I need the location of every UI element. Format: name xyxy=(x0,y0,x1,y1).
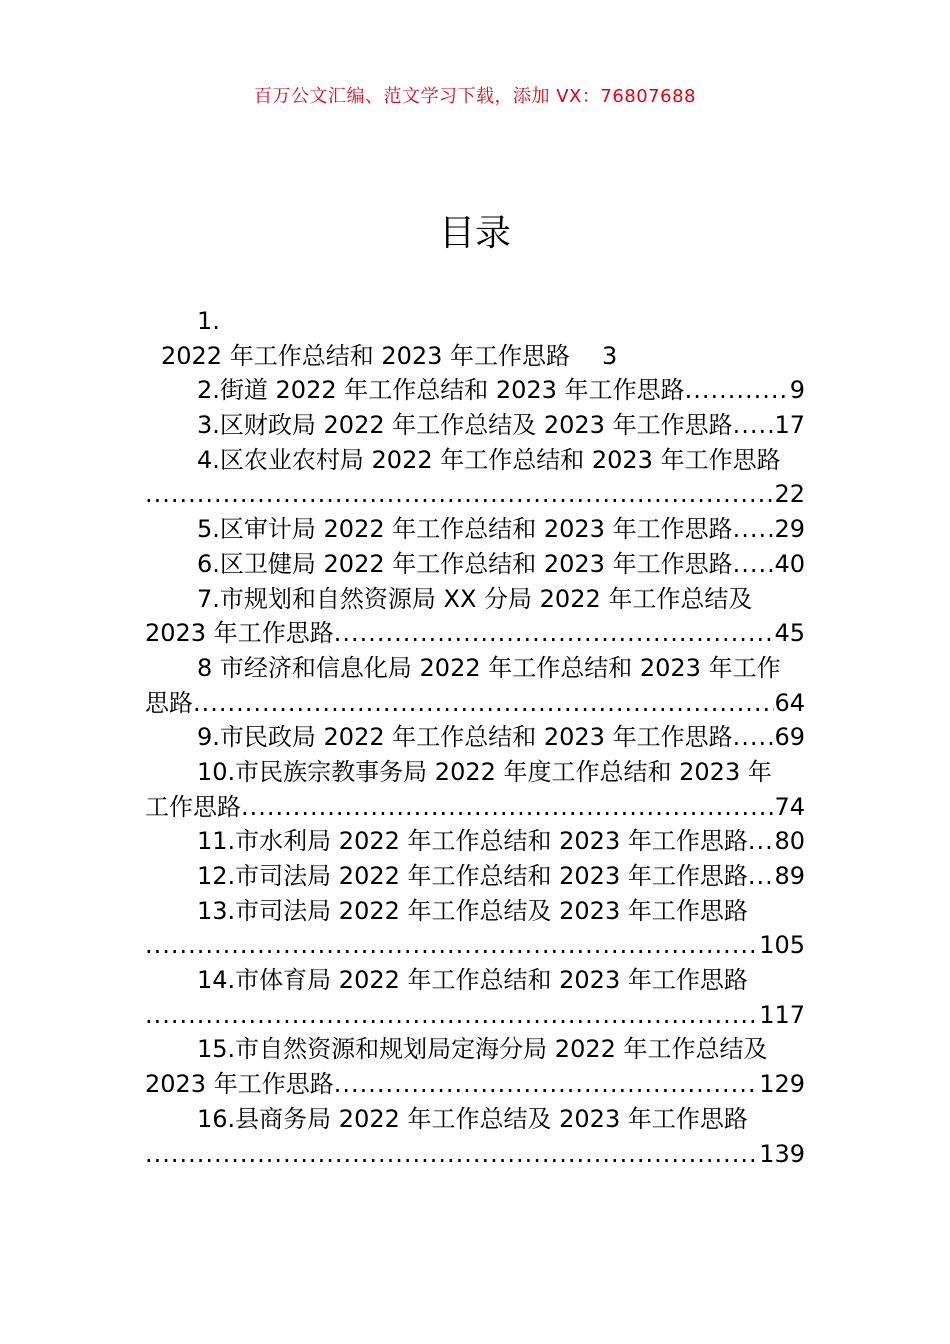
toc-entry-page: 9 xyxy=(789,376,805,405)
toc-entry-text-cont: 2023 年工作思路 xyxy=(145,619,334,648)
toc-entry-page: 89 xyxy=(774,862,805,890)
toc-entry-14-continuation[interactable] xyxy=(145,998,805,1033)
toc-entry-text: 16.县商务局 2022 年工作总结及 2023 年工作思路 xyxy=(197,1104,748,1133)
toc-entry-14[interactable] xyxy=(145,963,805,998)
toc-leader-dots xyxy=(748,824,775,859)
toc-entry-text: 13.市司法局 2022 年工作总结及 2023 年工作思路 xyxy=(197,896,748,925)
toc-entry-8-continuation[interactable] xyxy=(145,686,805,721)
toc-entry-text: 2022 年工作总结和 2023 年工作思路 xyxy=(161,341,571,370)
toc-entry-15[interactable] xyxy=(145,1032,805,1067)
toc-entry-16[interactable] xyxy=(145,1102,805,1137)
toc-leader-dots xyxy=(145,928,759,963)
toc-leader-dots xyxy=(145,1137,759,1172)
toc-entry-page: 17 xyxy=(774,411,805,440)
toc-entry-page: 139 xyxy=(759,1139,805,1168)
toc-entry-1[interactable] xyxy=(145,339,805,374)
toc-entry-5[interactable] xyxy=(145,512,805,547)
toc-entry-3[interactable] xyxy=(145,408,805,443)
toc-leader-dots xyxy=(733,720,775,755)
toc-leader-dots xyxy=(334,616,775,651)
toc-entry-4[interactable] xyxy=(145,443,805,478)
toc-entry-text: 11.市水利局 2022 年工作总结和 2023 年工作思路 xyxy=(197,827,748,856)
toc-entry-page: 129 xyxy=(759,1070,805,1099)
toc-entry-text: 4.区农业农村局 2022 年工作总结和 2023 年工作思路 xyxy=(197,445,781,474)
toc-leader-dots xyxy=(733,408,775,443)
toc-entry-7[interactable] xyxy=(145,582,805,617)
toc-leader-dots xyxy=(733,512,775,547)
toc-entry-page: 80 xyxy=(774,827,805,856)
toc-entry-number: 1. xyxy=(197,307,220,335)
toc-entry-text: 10.市民族宗教事务局 2022 年度工作总结和 2023 年 xyxy=(197,757,772,786)
toc-entry-page: 117 xyxy=(759,1000,805,1029)
toc-entry-page: 105 xyxy=(759,931,805,960)
toc-entry-text: 7.市规划和自然资源局 XX 分局 2022 年工作总结及 xyxy=(197,584,753,613)
toc-leader-dots xyxy=(193,686,774,721)
toc-entry-text: 2.街道 2022 年工作总结和 2023 年工作思路 xyxy=(197,376,685,405)
header-note: 百万公文汇编、范文学习下载，添加 VX：76807688 xyxy=(254,86,696,107)
toc-entry-text: 6.区卫健局 2022 年工作总结和 2023 年工作思路 xyxy=(197,549,733,578)
toc-entry-9[interactable] xyxy=(145,720,805,755)
toc-leader-dots xyxy=(145,998,759,1033)
toc-entry-2[interactable] xyxy=(145,373,805,408)
toc-entry-page: 45 xyxy=(774,619,805,648)
toc-entry-text: 14.市体育局 2022 年工作总结和 2023 年工作思路 xyxy=(197,966,748,995)
toc-entry-12[interactable] xyxy=(145,859,805,894)
toc-entry-1-number-line[interactable] xyxy=(145,304,805,339)
toc-entry-text: 12.市司法局 2022 年工作总结和 2023 年工作思路 xyxy=(197,862,748,890)
toc-leader-dots xyxy=(733,547,775,582)
toc-entry-11[interactable] xyxy=(145,824,805,859)
toc-entry-page: 22 xyxy=(774,480,805,509)
toc-entry-6[interactable] xyxy=(145,547,805,582)
toc-leader-dots xyxy=(685,373,790,408)
toc-entry-page: 40 xyxy=(774,549,805,578)
toc-entry-15-continuation[interactable] xyxy=(145,1067,805,1102)
toc-entry-page: 29 xyxy=(774,515,805,544)
toc-entry-7-continuation[interactable] xyxy=(145,616,805,651)
toc-entry-13[interactable] xyxy=(145,894,805,929)
toc-entry-page: 69 xyxy=(774,723,805,752)
toc-entry-text-cont: 2023 年工作思路 xyxy=(145,1070,334,1099)
table-of-contents xyxy=(145,304,805,1171)
toc-entry-page: 3 xyxy=(602,341,618,370)
toc-leader-dots xyxy=(145,477,774,512)
toc-entry-16-continuation[interactable] xyxy=(145,1137,805,1172)
toc-entry-text: 8 市经济和信息化局 2022 年工作总结和 2023 年工作 xyxy=(197,653,781,682)
toc-entry-text-cont: 思路 xyxy=(145,688,193,717)
toc-leader-dots xyxy=(334,1067,759,1102)
toc-entry-text: 9.市民政局 2022 年工作总结和 2023 年工作思路 xyxy=(197,723,733,752)
page-title: 目录 xyxy=(438,213,511,254)
toc-entry-8[interactable] xyxy=(145,651,805,686)
toc-leader-dots xyxy=(748,859,775,894)
toc-entry-text: 5.区审计局 2022 年工作总结和 2023 年工作思路 xyxy=(197,515,733,544)
toc-leader-dots xyxy=(241,790,774,825)
toc-entry-10-continuation[interactable] xyxy=(145,790,805,825)
toc-entry-10[interactable] xyxy=(145,755,805,790)
toc-entry-13-continuation[interactable] xyxy=(145,928,805,963)
toc-entry-page: 74 xyxy=(774,792,805,821)
toc-entry-text-cont: 工作思路 xyxy=(145,792,241,821)
toc-entry-page: 64 xyxy=(774,688,805,717)
toc-entry-text: 15.市自然资源和规划局定海分局 2022 年工作总结及 xyxy=(197,1035,768,1064)
toc-entry-4-continuation[interactable] xyxy=(145,477,805,512)
toc-entry-text: 3.区财政局 2022 年工作总结及 2023 年工作思路 xyxy=(197,411,733,440)
